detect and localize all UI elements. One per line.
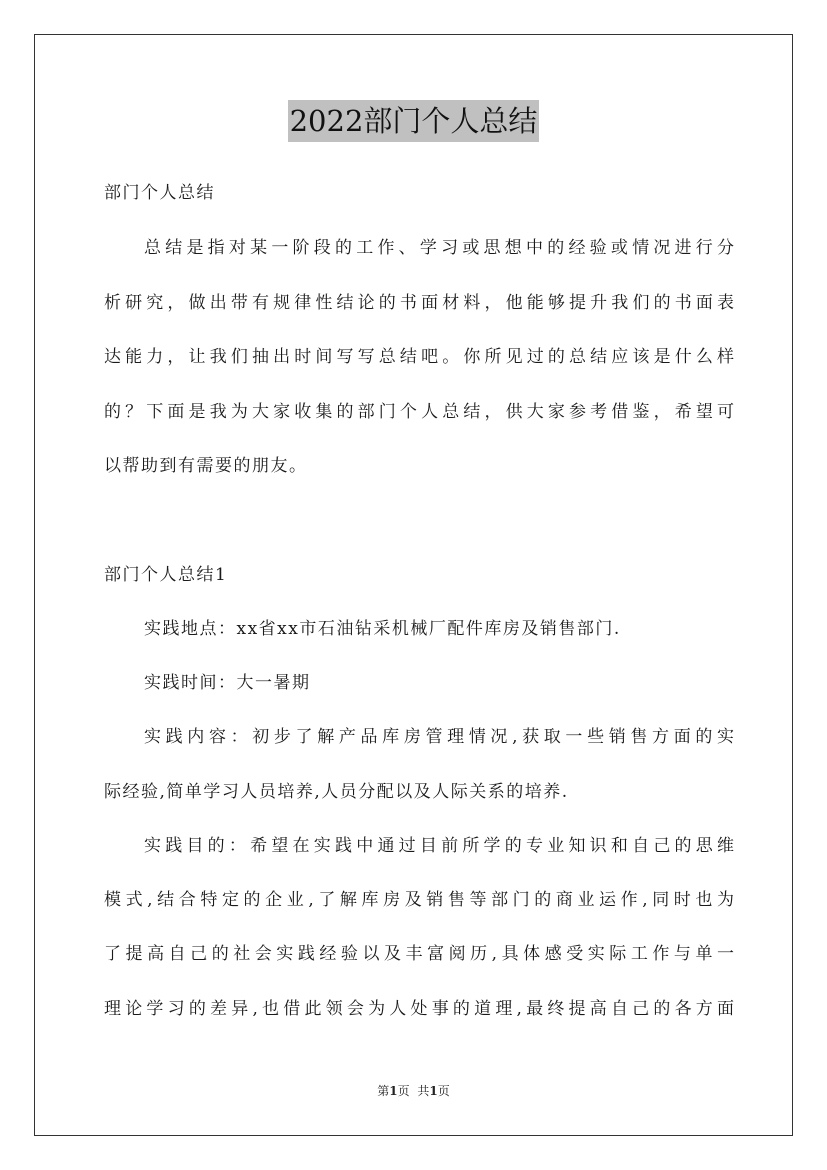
total-pages: 1 xyxy=(429,1084,438,1098)
intro-line-2: 析研究，做出带有规律性结论的书面材料，他能够提升我们的书面表 xyxy=(104,293,734,313)
practice-time: 实践时间：大一暑期 xyxy=(144,673,311,693)
total-prefix: 共 xyxy=(417,1084,430,1098)
document-subtitle: 部门个人总结 xyxy=(104,183,215,203)
title-container xyxy=(0,100,827,142)
intro-line-3: 达能力，让我们抽出时间写写总结吧。你所见过的总结应该是什么样 xyxy=(104,347,734,367)
practice-purpose-line-4: 理论学习的差异,也借此领会为人处事的道理,最终提高自己的各方面 xyxy=(104,999,734,1019)
practice-purpose-line-1: 实践目的：希望在实践中通过目前所学的专业知识和自己的思维 xyxy=(144,836,734,856)
total-suffix: 页 xyxy=(437,1084,450,1098)
intro-line-1: 总结是指对某一阶段的工作、学习或思想中的经验或情况进行分 xyxy=(144,238,734,258)
practice-purpose-line-2: 模式,结合特定的企业,了解库房及销售等部门的商业运作,同时也为 xyxy=(104,890,734,910)
practice-location: 实践地点：xx省xx市石油钻采机械厂配件库房及销售部门. xyxy=(144,619,621,639)
page-suffix: 页 xyxy=(397,1084,410,1098)
intro-line-4: 的？下面是我为大家收集的部门个人总结，供大家参考借鉴，希望可 xyxy=(104,402,734,422)
document-title: 2022部门个人总结 xyxy=(288,100,540,142)
page-prefix: 第 xyxy=(377,1084,390,1098)
practice-content-line-1: 实践内容：初步了解产品库房管理情况,获取一些销售方面的实 xyxy=(144,727,734,747)
section1-heading: 部门个人总结1 xyxy=(104,565,228,585)
intro-line-5: 以帮助到有需要的朋友。 xyxy=(104,456,308,476)
page-footer xyxy=(0,1083,827,1099)
practice-purpose-line-3: 了提高自己的社会实践经验以及丰富阅历,具体感受实际工作与单一 xyxy=(104,944,734,964)
page-number: 1 xyxy=(389,1084,398,1098)
practice-content-line-2: 际经验,简单学习人员培养,人员分配以及人际关系的培养. xyxy=(104,782,569,802)
